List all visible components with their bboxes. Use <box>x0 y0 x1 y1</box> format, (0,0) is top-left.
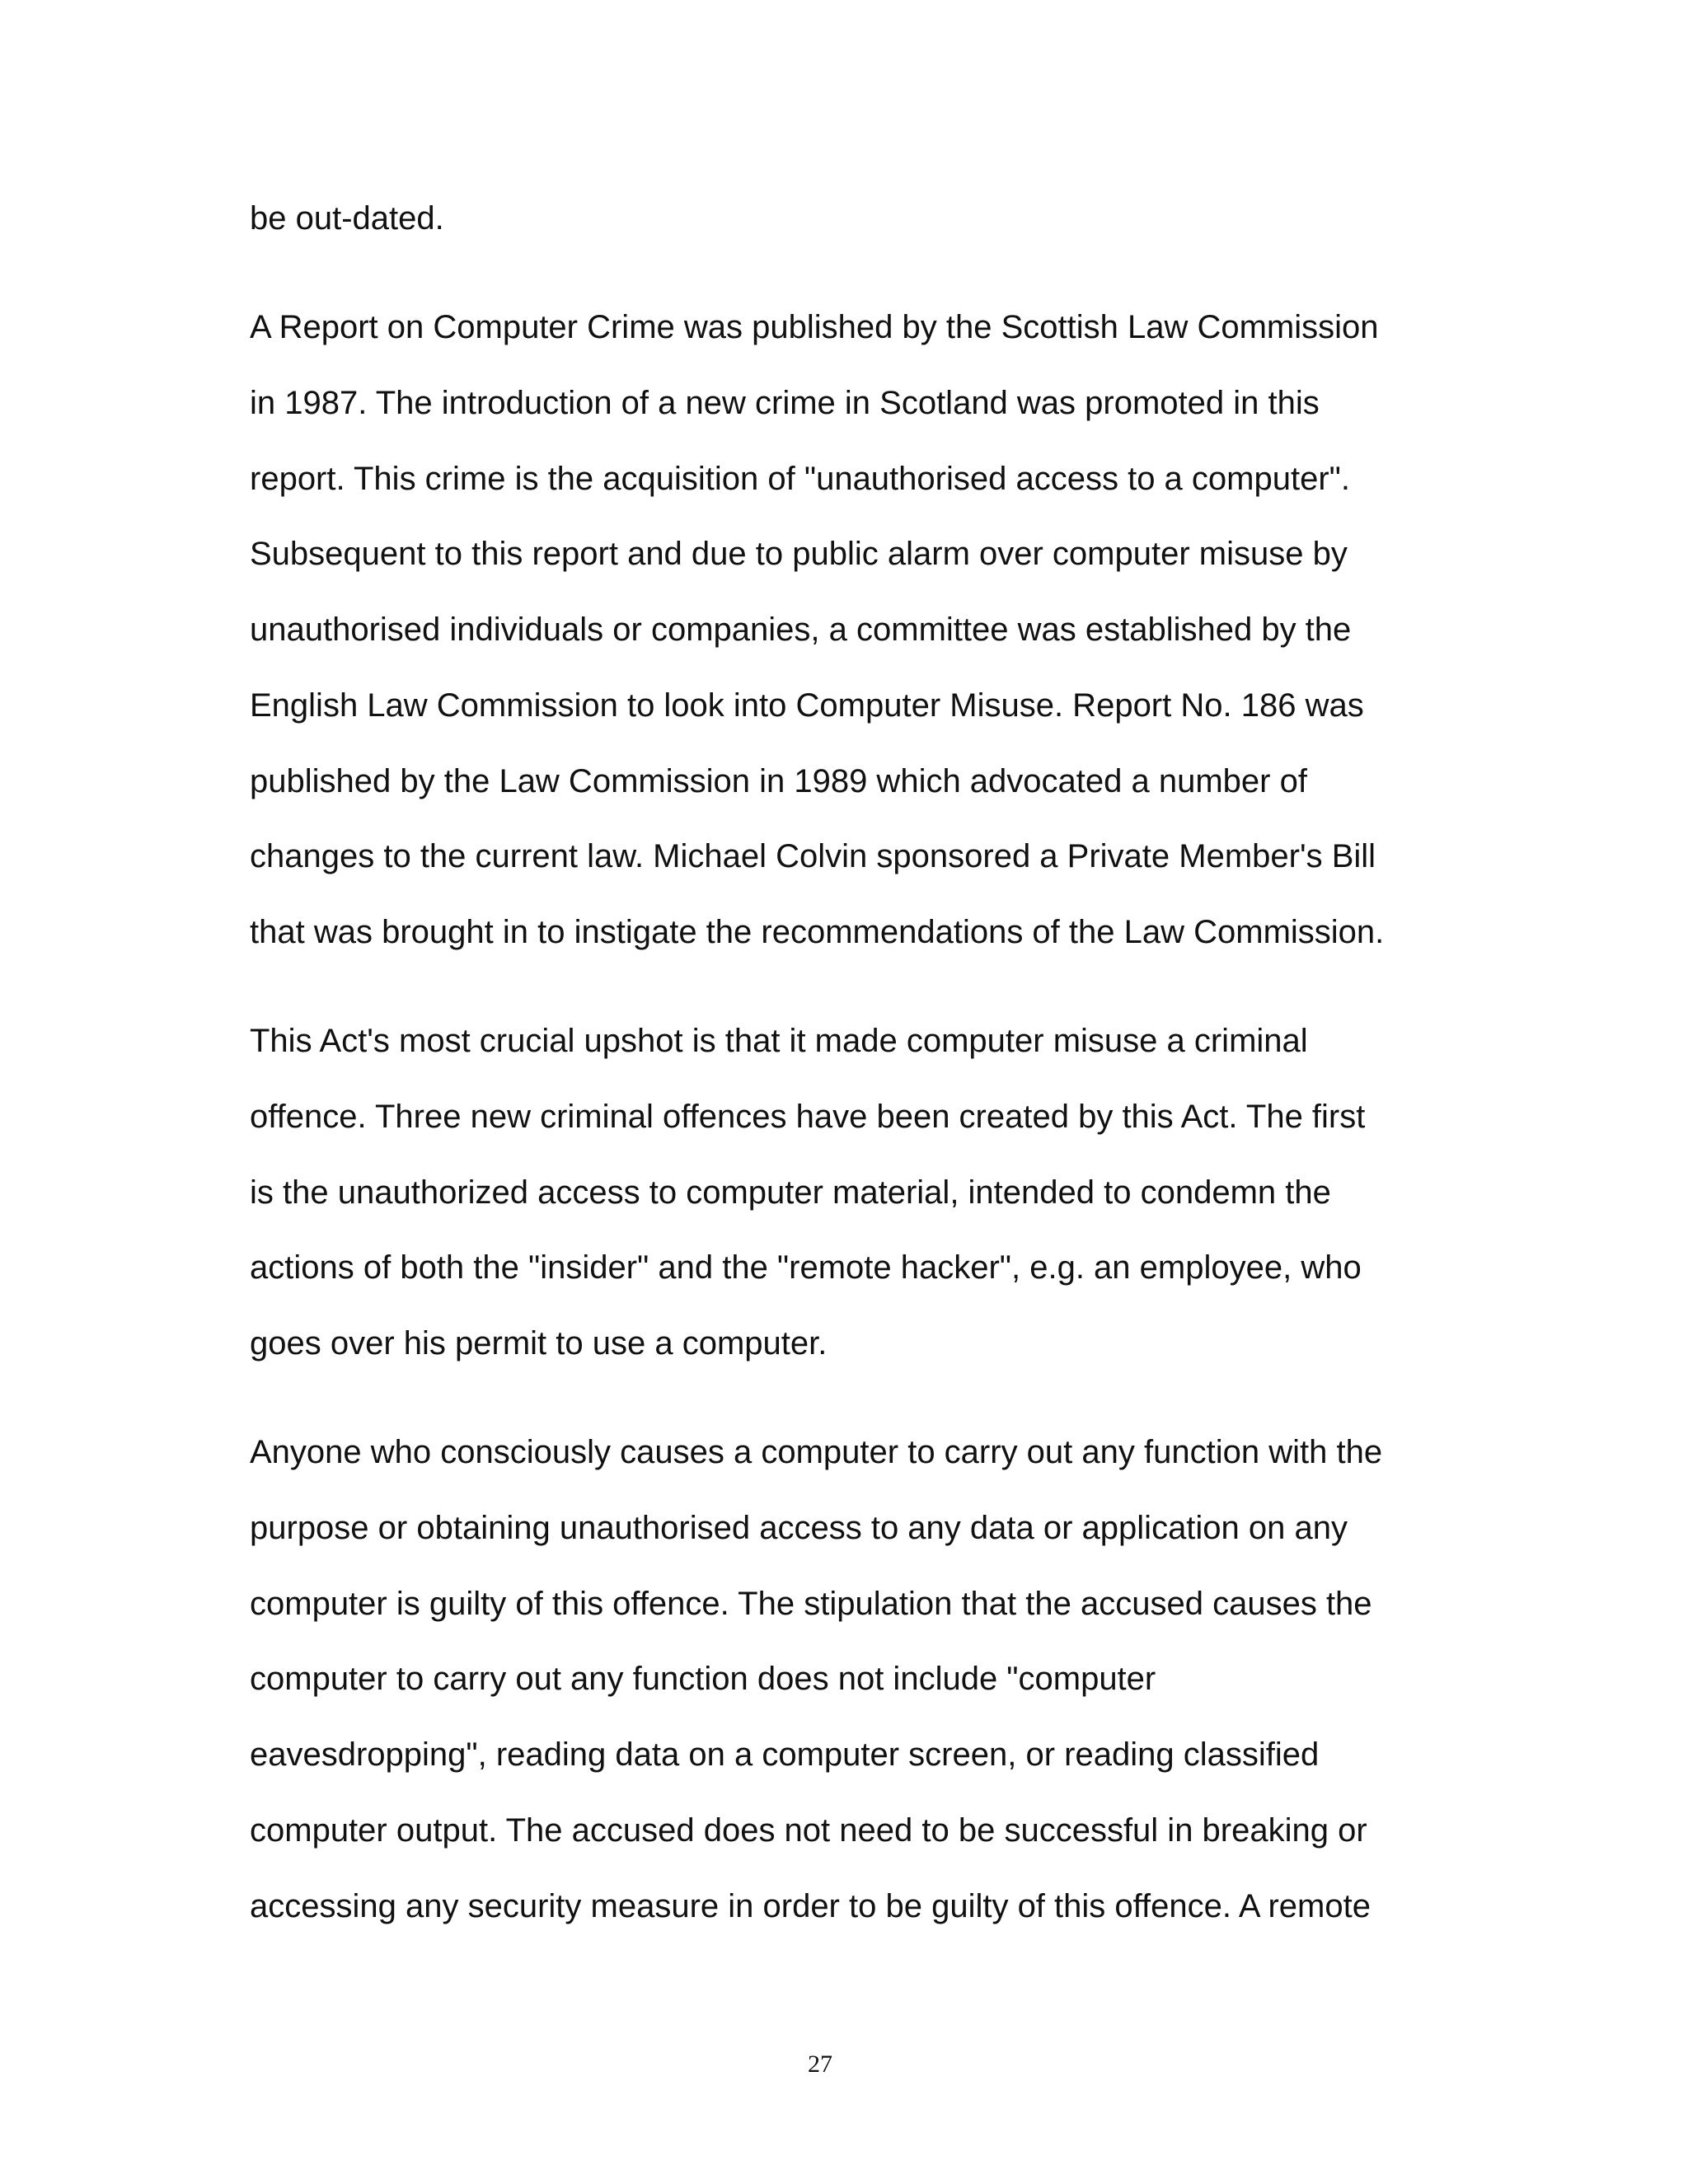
text-line: actions of both the "insider" and the "remote hacker", e.g. an employee, who <box>250 1249 1362 1286</box>
text-line: computer output. The accused does not need to be successful in breaking or <box>250 1812 1367 1849</box>
text-line: in 1987. The introduction of a new crime in Scotland was promoted in this <box>250 385 1320 421</box>
text-line: English Law Commission to look into Computer Misuse. Report No. 186 was <box>250 687 1364 724</box>
text-line: report. This crime is the acquisition of "unauthorised access to a computer". <box>250 461 1350 497</box>
text-line: A Report on Computer Crime was published by the Scottish Law Commission <box>250 309 1379 345</box>
text-line: offence. Three new criminal offences have been created by this Act. The first <box>250 1099 1366 1135</box>
text-line: accessing any security measure in order to be guilty of this offence. A remote <box>250 1888 1371 1924</box>
text-line: be out-dated. <box>250 200 444 237</box>
text-line: purpose or obtaining unauthorised access to any data or application on any <box>250 1510 1348 1546</box>
text-line: goes over his permit to use a computer. <box>250 1325 828 1361</box>
text-line: computer to carry out any function does not include "computer <box>250 1661 1156 1697</box>
text-line: This Act's most crucial upshot is that it made computer misuse a criminal <box>250 1023 1308 1059</box>
page-number: 27 <box>808 2050 832 2078</box>
text-line: unauthorised individuals or companies, a committee was established by the <box>250 612 1352 648</box>
text-line: computer is guilty of this offence. The stipulation that the accused causes the <box>250 1586 1372 1622</box>
text-line: changes to the current law. Michael Colvin sponsored a Private Member's Bill <box>250 838 1376 874</box>
text-line: Anyone who consciously causes a computer to carry out any function with the <box>250 1434 1383 1470</box>
text-line: Subsequent to this report and due to public alarm over computer misuse by <box>250 536 1348 572</box>
text-line: that was brought in to instigate the recommendations of the Law Commission. <box>250 914 1385 950</box>
text-line: is the unauthorized access to computer material, intended to condemn the <box>250 1174 1331 1211</box>
text-line: published by the Law Commission in 1989 which advocated a number of <box>250 763 1307 799</box>
text-line: eavesdropping", reading data on a computer screen, or reading classified <box>250 1736 1320 1773</box>
